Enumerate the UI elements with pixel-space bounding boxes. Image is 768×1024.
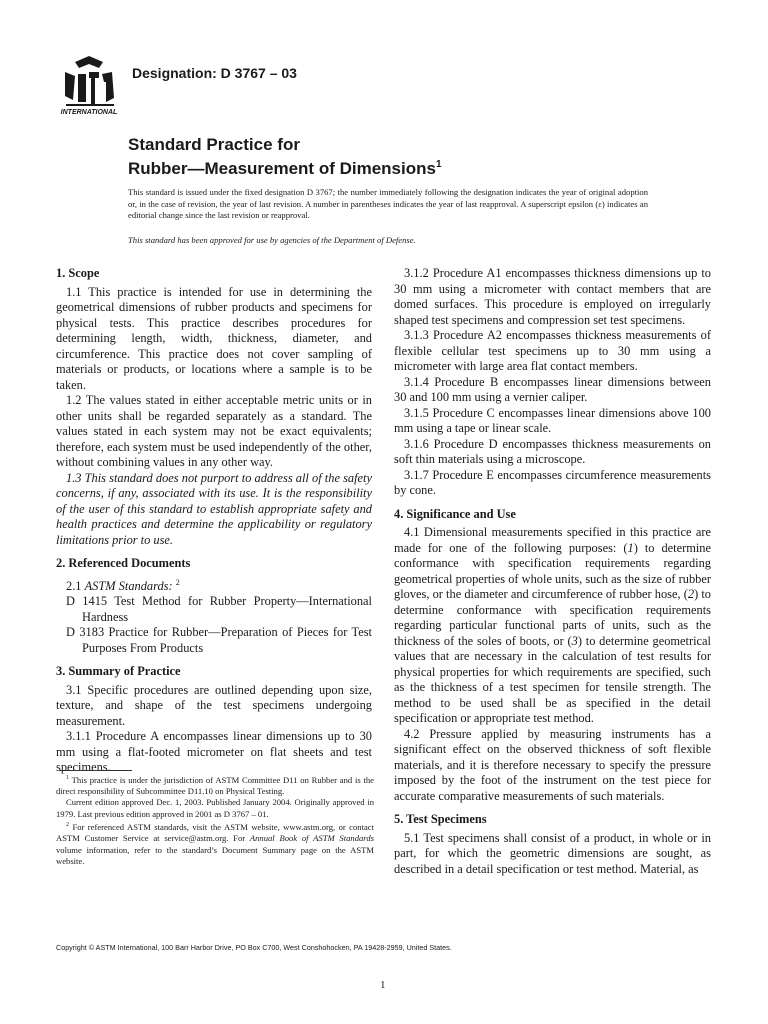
notice-paragraph: This standard is issued under the fixed designation D 3767; the number immediately following the designation indicates the year of original adoption or, in the case of revision, the year of last revision. A number in parentheses indicates the year of last reapproval. A superscript epsilon (ε) indicates an editorial change since the last revision or reapproval.	[128, 187, 648, 221]
paragraph-1-2: 1.2 The values stated in either acceptable metric units or in other units shall be regarded separately as a standard. The values stated in each system may not be exact equivalents; therefore, each system must be used independently of the other, without combining values in any other way.	[56, 393, 372, 469]
copyright-line: Copyright © ASTM International, 100 Barr Harbor Drive, PO Box C700, West Conshohocken, PA 19428-2959, United States.	[56, 943, 452, 952]
paragraph-1-1: 1.1 This practice is intended for use in determining the geometrical dimensions of rubber products and specimens for physical tests. This practice describes procedures for determining length, width, thickness, diameter, and circumference. This practice does not cover sampling of materials or products, or locations where a sample is to be taken.	[56, 284, 372, 392]
footnote-divider	[60, 770, 132, 771]
paragraph-4-1: 4.1 Dimensional measurements specified in this practice are made for one of the following purposes: (1) to determine conformance with specification requirements regarding geometrical properties of whole units, such as the size of rubber gloves, or the diameter and circumference of rubber hose, (2) to determine conformance with specification requirements regarding particular functional parts of units, such as the thickness of the soles of boots, or (3) to determine geometrical values that are necessary in the calculation of test results for physical properties for which requirements are specified, such as the thickness of a test specimen for tensile strength. The method to be used shall be as specified in the detail specification or appropriate test method.	[394, 525, 712, 725]
section-significance	[394, 507, 711, 805]
footnote-2: $^2$ For referenced ASTM standards, visit the ASTM website, www.astm.org, or contact ASTM Customer Service at service@astm.org. For Annual Book of ASTM Standards volume information, refer to the standard’s Document Summary page on the ASTM website.	[56, 821, 374, 866]
paragraph-3-1-4: 3.1.4 Procedure B encompasses linear dimensions between 30 and 100 mm using a vernier caliper.	[394, 374, 711, 404]
section-heading: 1. Scope	[56, 266, 100, 280]
section-test-specimens	[394, 812, 711, 877]
footnote-1-edition: Current edition approved Dec. 1, 2003. Published January 2004. Originally approved in 1979. Last previous edition approved in 2001 as D 3767 – 01.	[56, 797, 374, 819]
paragraph-3-1-7: 3.1.7 Procedure E encompasses circumference measurements by cone.	[394, 467, 711, 497]
paragraph-3-1-6: 3.1.6 Procedure D encompasses thickness measurements on soft thin materials using a microscope.	[394, 436, 711, 466]
section-heading: 3. Summary of Practice	[56, 664, 181, 678]
paragraph-3-1-2: 3.1.2 Procedure A1 encompasses thickness dimensions up to 30 mm using a micrometer with contact members that are domed surfaces. This procedure is employed on irregularly shaped test specimens and compression set test specimens.	[394, 266, 711, 327]
title-line-1: Standard Practice for	[128, 135, 300, 154]
section-summary	[56, 664, 372, 776]
paragraph-3-1-5: 3.1.5 Procedure C encompasses linear dimensions above 100 mm using a tape or linear scale.	[394, 405, 711, 435]
title-footnote-mark: 1	[435, 159, 442, 170]
paragraph-3-1: 3.1 Specific procedures are outlined depending upon size, texture, and shape of the test specimens undergoing measurement.	[56, 682, 372, 728]
reference-d1415: D 1415 Test Method for Rubber Property—International Hardness	[66, 594, 372, 624]
right-column	[394, 266, 711, 885]
paragraph-4-2: 4.2 Pressure applied by measuring instruments has a significant effect on the observed thickness of soft flexible materials, and it is therefore necessary to specify the pressure imposed by the foot of the instrument on the test piece for accurate comparative measurements of such materials.	[394, 726, 711, 803]
section-heading: 5. Test Specimens	[394, 812, 487, 826]
section-heading: 2. Referenced Documents	[56, 556, 191, 570]
page-number: 1	[380, 979, 386, 991]
reference-d3183: D 3183 Practice for Rubber—Preparation of Pieces for Test Purposes From Products	[66, 625, 372, 655]
footnotes	[56, 773, 374, 867]
section-referenced-documents	[56, 556, 372, 656]
logo-text: INTERNATIONAL	[60, 109, 118, 116]
standard-notice	[128, 187, 648, 246]
paragraph-2-1: 2.1 ASTM Standards: $^2$	[66, 577, 180, 593]
section-heading: 4. Significance and Use	[394, 506, 516, 521]
title-line-2: Rubber—Measurement of Dimensions$^1$	[128, 159, 442, 178]
section-procedures-continued	[394, 266, 711, 499]
document-title	[128, 135, 442, 179]
paragraph-5-1: 5.1 Test specimens shall consist of a product, in whole or in part, for which the geometric dimensions are sought, as described in a detail specification or test method. Material, as	[394, 830, 711, 876]
section-scope	[56, 266, 372, 548]
paragraph-3-1-1: 3.1.1 Procedure A encompasses linear dimensions up to 30 mm using a flat-footed micrometer on flat sheets and test specimens.	[56, 729, 372, 774]
paragraph-1-3: 1.3 This standard does not purport to address all of the safety concerns, if any, associated with its use. It is the responsibility of the user of this standard to establish appropriate safety and health practices and determine the applicability or regulatory limitations prior to use.	[56, 470, 372, 547]
designation: Designation: D 3767 – 03	[132, 65, 297, 81]
dod-notice: This standard has been approved for use by agencies of the Department of Defense.	[128, 234, 416, 245]
footnote-1: $^1$ This practice is under the jurisdiction of ASTM Committee D11 on Rubber and is the direct responsibility of Subcommittee D11.10 on Physical Testing.	[56, 774, 374, 797]
paragraph-3-1-3: 3.1.3 Procedure A2 encompasses thickness measurements of flexible cellular test specimens up to 30 mm using a micrometer with large area flat contact members.	[394, 328, 711, 373]
astm-logo	[56, 52, 122, 116]
left-column	[56, 266, 372, 784]
